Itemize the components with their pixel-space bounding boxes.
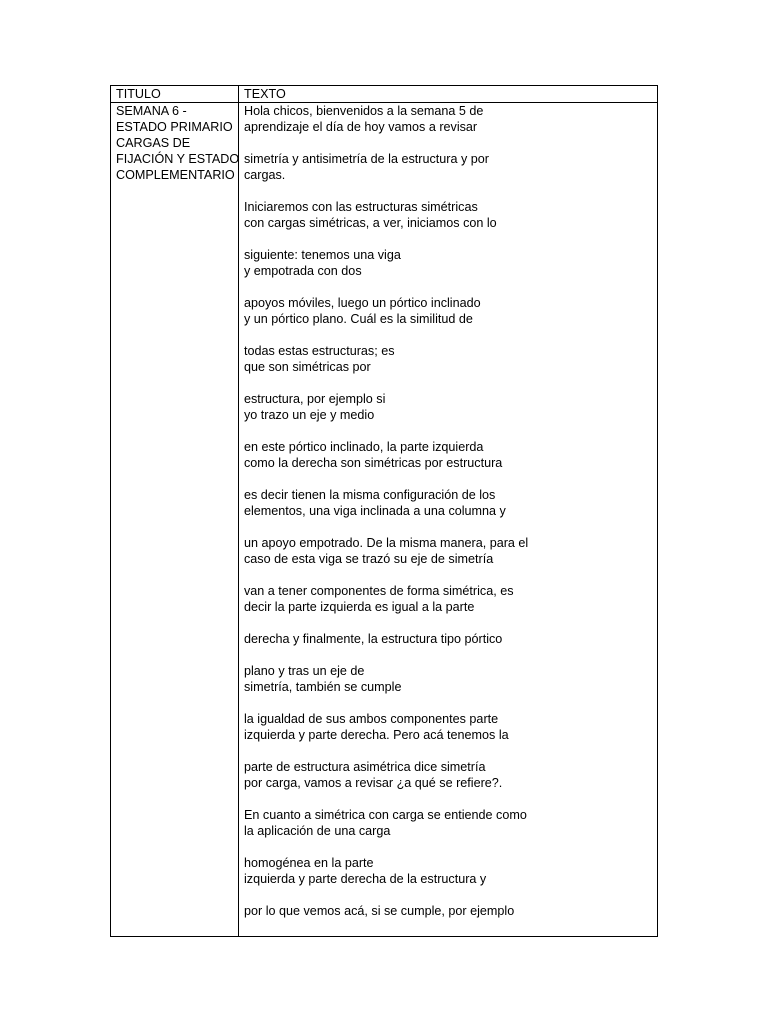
paragraph xyxy=(244,711,657,743)
paragraph xyxy=(244,855,657,887)
paragraph xyxy=(244,583,657,615)
paragraph xyxy=(244,391,657,423)
header-titulo: TITULO xyxy=(111,86,239,103)
content-row xyxy=(111,103,658,937)
text-line: un apoyo empotrado. De la misma manera, para el xyxy=(244,536,529,550)
header-row xyxy=(111,86,658,103)
text-line: siguiente: tenemos una viga xyxy=(244,248,401,262)
text-line: simetría y antisimetría de la estructura y por xyxy=(244,152,489,166)
paragraph xyxy=(244,759,657,791)
title-line: SEMANA 6 - xyxy=(116,104,187,118)
paragraph xyxy=(244,631,657,647)
text-line: que son simétricas por xyxy=(244,360,371,374)
paragraph xyxy=(244,535,657,567)
text-line: cargas. xyxy=(244,168,286,182)
text-line: yo trazo un eje y medio xyxy=(244,408,375,422)
text-line: por carga, vamos a revisar ¿a qué se refiere?. xyxy=(244,776,503,790)
paragraph xyxy=(244,343,657,375)
paragraph xyxy=(244,199,657,231)
text-line: caso de esta viga se trazó su eje de simetría xyxy=(244,552,494,566)
title-line: ESTADO PRIMARIO xyxy=(116,120,233,134)
text-line: simetría, también se cumple xyxy=(244,680,402,694)
paragraph xyxy=(244,151,657,183)
text-line: Hola chicos, bienvenidos a la semana 5 de xyxy=(244,104,484,118)
text-line: es decir tienen la misma configuración de los xyxy=(244,488,496,502)
text-line: con cargas simétricas, a ver, iniciamos con lo xyxy=(244,216,497,230)
paragraph xyxy=(244,439,657,471)
header-texto: TEXTO xyxy=(239,86,658,103)
text-line: estructura, por ejemplo si xyxy=(244,392,386,406)
text-line: En cuanto a simétrica con carga se entiende como xyxy=(244,808,527,822)
text-line: decir la parte izquierda es igual a la parte xyxy=(244,600,475,614)
paragraph xyxy=(244,487,657,519)
text-line: homogénea en la parte xyxy=(244,856,374,870)
paragraph xyxy=(244,295,657,327)
text-line: aprendizaje el día de hoy vamos a revisar xyxy=(244,120,478,134)
text-line: la igualdad de sus ambos componentes parte xyxy=(244,712,499,726)
paragraph xyxy=(244,247,657,279)
title-line: COMPLEMENTARIO xyxy=(116,168,235,182)
text-line: en este pórtico inclinado, la parte izquierda xyxy=(244,440,484,454)
text-line: Iniciaremos con las estructuras simétricas xyxy=(244,200,478,214)
title-line: FIJACIÓN Y ESTADO xyxy=(116,152,240,166)
paragraph xyxy=(244,903,657,919)
title-line: CARGAS DE xyxy=(116,136,191,150)
paragraph xyxy=(244,807,657,839)
text-line: apoyos móviles, luego un pórtico inclinado xyxy=(244,296,481,310)
text-line: la aplicación de una carga xyxy=(244,824,391,838)
text-line: parte de estructura asimétrica dice simetría xyxy=(244,760,486,774)
document-table xyxy=(110,85,658,937)
paragraph xyxy=(244,103,657,135)
text-line: por lo que vemos acá, si se cumple, por ejemplo xyxy=(244,904,515,918)
text-line: y empotrada con dos xyxy=(244,264,362,278)
text-cell xyxy=(239,103,658,937)
title-cell xyxy=(111,103,239,937)
text-line: y un pórtico plano. Cuál es la similitud de xyxy=(244,312,473,326)
text-line: elementos, una viga inclinada a una columna y xyxy=(244,504,506,518)
text-line: van a tener componentes de forma simétrica, es xyxy=(244,584,514,598)
text-line: como la derecha son simétricas por estructura xyxy=(244,456,503,470)
text-line: todas estas estructuras; es xyxy=(244,344,395,358)
text-line: izquierda y parte derecha de la estructura y xyxy=(244,872,487,886)
text-line: derecha y finalmente, la estructura tipo pórtico xyxy=(244,632,503,646)
paragraph xyxy=(244,663,657,695)
text-line: izquierda y parte derecha. Pero acá tenemos la xyxy=(244,728,509,742)
text-line: plano y tras un eje de xyxy=(244,664,365,678)
